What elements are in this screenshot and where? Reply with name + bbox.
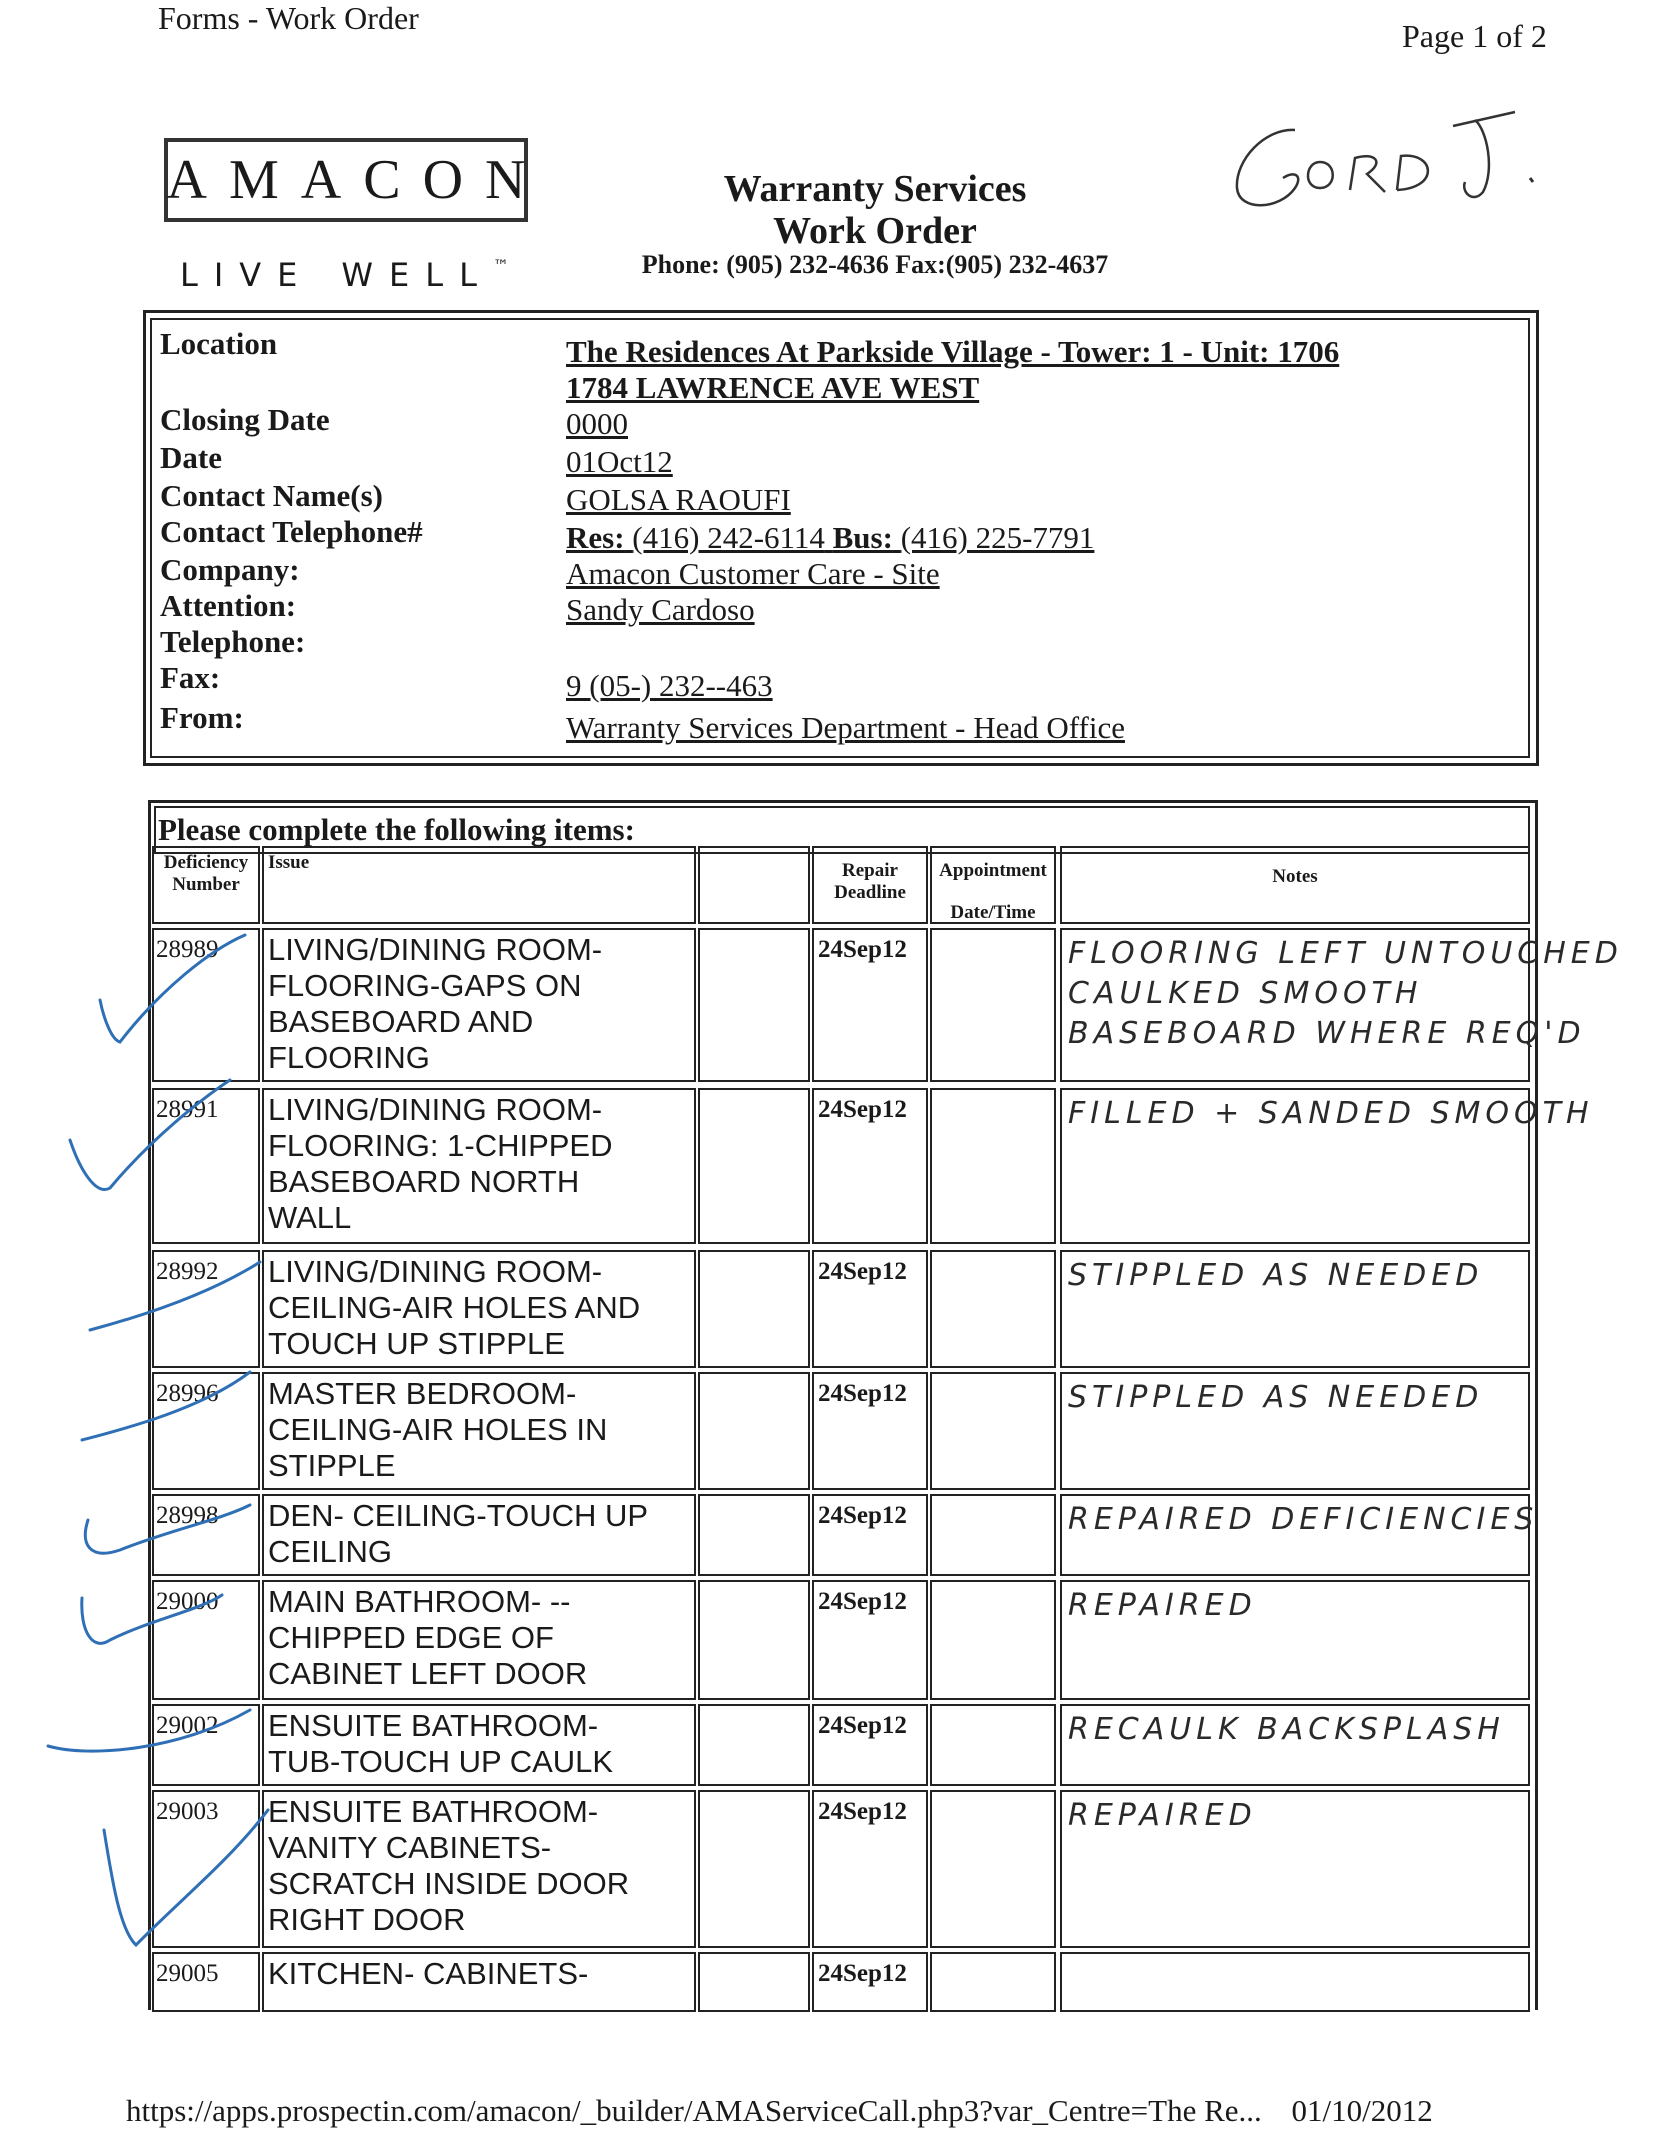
row-issue-line: CEILING-AIR HOLES IN xyxy=(268,1412,608,1447)
row-notes xyxy=(1060,1704,1530,1786)
form-breadcrumb: Forms - Work Order xyxy=(158,0,419,36)
label-closing-date: Closing Date xyxy=(160,402,330,437)
row-issue-line: FLOORING xyxy=(268,1040,430,1075)
row-deficiency-number: 29000 xyxy=(152,1580,260,1700)
row-note-line: BASEBOARD WHERE REQ'D xyxy=(1068,1016,1586,1051)
logo-tagline xyxy=(180,256,509,294)
label-telephone: Telephone: xyxy=(160,624,306,659)
value-contact-telephone xyxy=(566,520,1094,556)
row-note-line: RECAULK BACKSPLASH xyxy=(1068,1712,1505,1747)
row-repair-deadline: 24Sep12 xyxy=(812,1372,928,1490)
logo-text: AMACON xyxy=(166,149,548,211)
header-deficiency-line-1: Deficiency xyxy=(163,852,249,873)
row-issue-line: MASTER BEDROOM- xyxy=(268,1376,577,1411)
document-title xyxy=(600,168,1150,252)
row-issue xyxy=(262,1088,696,1244)
row-issue-line: CEILING-AIR HOLES AND xyxy=(268,1290,641,1325)
row-issue xyxy=(262,928,696,1082)
row-issue xyxy=(262,1494,696,1576)
row-issue xyxy=(262,1704,696,1786)
row-issue-line: BASEBOARD AND xyxy=(268,1004,534,1039)
row-issue-line: TOUCH UP STIPPLE xyxy=(268,1326,565,1361)
res-phone: (416) 242-6114 xyxy=(632,520,825,555)
row-deficiency-number: 28998 xyxy=(152,1494,260,1576)
tagline-word-1: LIVE xyxy=(180,256,314,294)
label-location: Location xyxy=(160,326,278,361)
label-fax: Fax: xyxy=(160,660,221,695)
row-issue xyxy=(262,1250,696,1368)
row-note-line: REPAIRED DEFICIENCIES xyxy=(1068,1502,1539,1537)
row-appointment xyxy=(930,1088,1056,1244)
row-issue xyxy=(262,1372,696,1490)
row-note-line: STIPPLED AS NEEDED xyxy=(1068,1380,1484,1415)
row-issue-line: LIVING/DINING ROOM- xyxy=(268,1254,603,1289)
row-blank-cell xyxy=(698,1580,810,1700)
row-repair-deadline: 24Sep12 xyxy=(812,928,928,1082)
row-issue-line: LIVING/DINING ROOM- xyxy=(268,932,603,967)
footer-url-date xyxy=(126,2093,1433,2129)
title-line-1: Warranty Services xyxy=(723,168,1027,210)
header-deadline-line-2: Deadline xyxy=(834,882,906,903)
value-fax: 9 (05-) 232--463 xyxy=(566,668,773,703)
tagline-word-2: WELL xyxy=(341,256,493,294)
row-issue-line: TUB-TOUCH UP CAULK xyxy=(268,1744,614,1779)
row-notes xyxy=(1060,1088,1594,1244)
row-note-line: REPAIRED xyxy=(1068,1588,1257,1623)
row-issue xyxy=(262,1952,696,2012)
row-notes xyxy=(1060,928,1623,1082)
row-issue-line: CHIPPED EDGE OF xyxy=(268,1620,554,1655)
row-issue-line: MAIN BATHROOM- -- xyxy=(268,1584,571,1619)
row-issue-line: LIVING/DINING ROOM- xyxy=(268,1092,603,1127)
row-issue-line: DEN- CEILING-TOUCH UP xyxy=(268,1498,649,1533)
header-appt-line-2: Date/Time xyxy=(950,902,1036,923)
row-repair-deadline: 24Sep12 xyxy=(812,1580,928,1700)
row-issue xyxy=(262,1580,696,1700)
res-label: Res: xyxy=(566,520,625,555)
footer-url: https://apps.prospectin.com/amacon/_builder/AMAServiceCall.php3?var_Centre=The Re... xyxy=(126,2093,1262,2128)
row-notes xyxy=(1060,1790,1530,1948)
header-deficiency-number xyxy=(152,846,260,924)
value-from: Warranty Services Department - Head Office xyxy=(566,710,1125,745)
row-repair-deadline: 24Sep12 xyxy=(812,1250,928,1368)
title-line-2: Work Order xyxy=(773,210,977,252)
header-blank xyxy=(698,846,810,924)
amacon-logo xyxy=(164,138,548,222)
row-issue xyxy=(262,1790,696,1948)
row-appointment xyxy=(930,1952,1056,2012)
row-deficiency-number: 29002 xyxy=(152,1704,260,1786)
row-repair-deadline: 24Sep12 xyxy=(812,1704,928,1786)
value-contact-names: GOLSA RAOUFI xyxy=(566,482,791,517)
value-location-line-1: The Residences At Parkside Village - Tower: 1 - Unit: 1706 xyxy=(566,334,1340,369)
row-blank-cell xyxy=(698,928,810,1082)
row-note-line: REPAIRED xyxy=(1068,1798,1257,1833)
label-company: Company: xyxy=(160,552,300,587)
row-notes xyxy=(1060,1494,1539,1576)
row-appointment xyxy=(930,1580,1056,1700)
row-deficiency-number: 29005 xyxy=(152,1952,260,2012)
row-note-line: FLOORING LEFT UNTOUCHED xyxy=(1068,936,1623,971)
header-deficiency-line-2: Number xyxy=(172,874,240,895)
row-issue-line: FLOORING: 1-CHIPPED xyxy=(268,1128,613,1163)
row-note-line: CAULKED SMOOTH xyxy=(1068,976,1423,1011)
row-deficiency-number: 28991 xyxy=(152,1088,260,1244)
row-blank-cell xyxy=(698,1952,810,2012)
row-issue-line: CABINET LEFT DOOR xyxy=(268,1656,588,1691)
row-repair-deadline: 24Sep12 xyxy=(812,1088,928,1244)
row-issue-line: FLOORING-GAPS ON xyxy=(268,968,582,1003)
row-issue-line: ENSUITE BATHROOM- xyxy=(268,1794,599,1829)
row-blank-cell xyxy=(698,1372,810,1490)
value-closing-date: 0000 xyxy=(566,406,628,441)
row-issue-line: BASEBOARD NORTH xyxy=(268,1164,580,1199)
header-appointment xyxy=(930,846,1056,924)
label-attention: Attention: xyxy=(160,588,297,623)
value-date: 01Oct12 xyxy=(566,444,673,479)
handwritten-signature xyxy=(1225,100,1585,220)
row-appointment xyxy=(930,1250,1056,1368)
header-repair-deadline xyxy=(812,846,928,924)
row-deficiency-number: 28992 xyxy=(152,1250,260,1368)
row-issue-line: ENSUITE BATHROOM- xyxy=(268,1708,599,1743)
row-deficiency-number: 28996 xyxy=(152,1372,260,1490)
row-blank-cell xyxy=(698,1704,810,1786)
row-repair-deadline: 24Sep12 xyxy=(812,1790,928,1948)
trademark-mark: ™ xyxy=(492,256,509,275)
row-repair-deadline: 24Sep12 xyxy=(812,1952,928,2012)
row-issue-line: STIPPLE xyxy=(268,1448,396,1483)
bus-label: Bus: xyxy=(832,520,893,555)
row-blank-cell xyxy=(698,1494,810,1576)
row-notes xyxy=(1060,1372,1530,1490)
row-note-line: STIPPLED AS NEEDED xyxy=(1068,1258,1484,1293)
row-notes xyxy=(1060,1250,1530,1368)
row-blank-cell xyxy=(698,1790,810,1948)
row-repair-deadline: 24Sep12 xyxy=(812,1494,928,1576)
row-appointment xyxy=(930,1790,1056,1948)
row-deficiency-number: 28989 xyxy=(152,928,260,1082)
bus-phone: (416) 225-7791 xyxy=(900,520,1095,555)
row-appointment xyxy=(930,928,1056,1082)
label-contact-telephone: Contact Telephone# xyxy=(160,514,423,549)
footer-date: 01/10/2012 xyxy=(1291,2093,1433,2128)
header-deadline-line-1: Repair xyxy=(842,860,898,881)
header-appt-line-1: Appointment xyxy=(939,860,1047,881)
page-indicator: Page 1 of 2 xyxy=(1402,18,1547,54)
row-blank-cell xyxy=(698,1088,810,1244)
row-blank-cell xyxy=(698,1250,810,1368)
contact-phone-fax: Phone: (905) 232-4636 Fax:(905) 232-4637 xyxy=(641,250,1109,279)
row-appointment xyxy=(930,1372,1056,1490)
header-notes: Notes xyxy=(1060,846,1530,924)
value-attention: Sandy Cardoso xyxy=(566,592,755,627)
row-issue-line: SCRATCH INSIDE DOOR xyxy=(268,1866,630,1901)
label-contact-names: Contact Name(s) xyxy=(160,478,383,513)
row-issue-line: KITCHEN- CABINETS- xyxy=(268,1956,589,1991)
row-deficiency-number: 29003 xyxy=(152,1790,260,1948)
value-location-line-2: 1784 LAWRENCE AVE WEST xyxy=(566,370,980,405)
row-issue-line: RIGHT DOOR xyxy=(268,1902,466,1937)
label-date: Date xyxy=(160,440,222,475)
header-issue: Issue xyxy=(262,846,696,924)
row-notes xyxy=(1060,1580,1530,1700)
row-issue-line: VANITY CABINETS- xyxy=(268,1830,552,1865)
label-from: From: xyxy=(160,700,244,735)
row-appointment xyxy=(930,1494,1056,1576)
row-appointment xyxy=(930,1704,1056,1786)
value-company: Amacon Customer Care - Site xyxy=(566,556,940,591)
items-table-title: Please complete the following items: xyxy=(154,806,1530,854)
row-note-line: FILLED + SANDED SMOOTH xyxy=(1068,1096,1594,1131)
row-issue-line: CEILING xyxy=(268,1534,393,1569)
row-issue-line: WALL xyxy=(268,1200,352,1235)
row-notes xyxy=(1060,1952,1530,2012)
